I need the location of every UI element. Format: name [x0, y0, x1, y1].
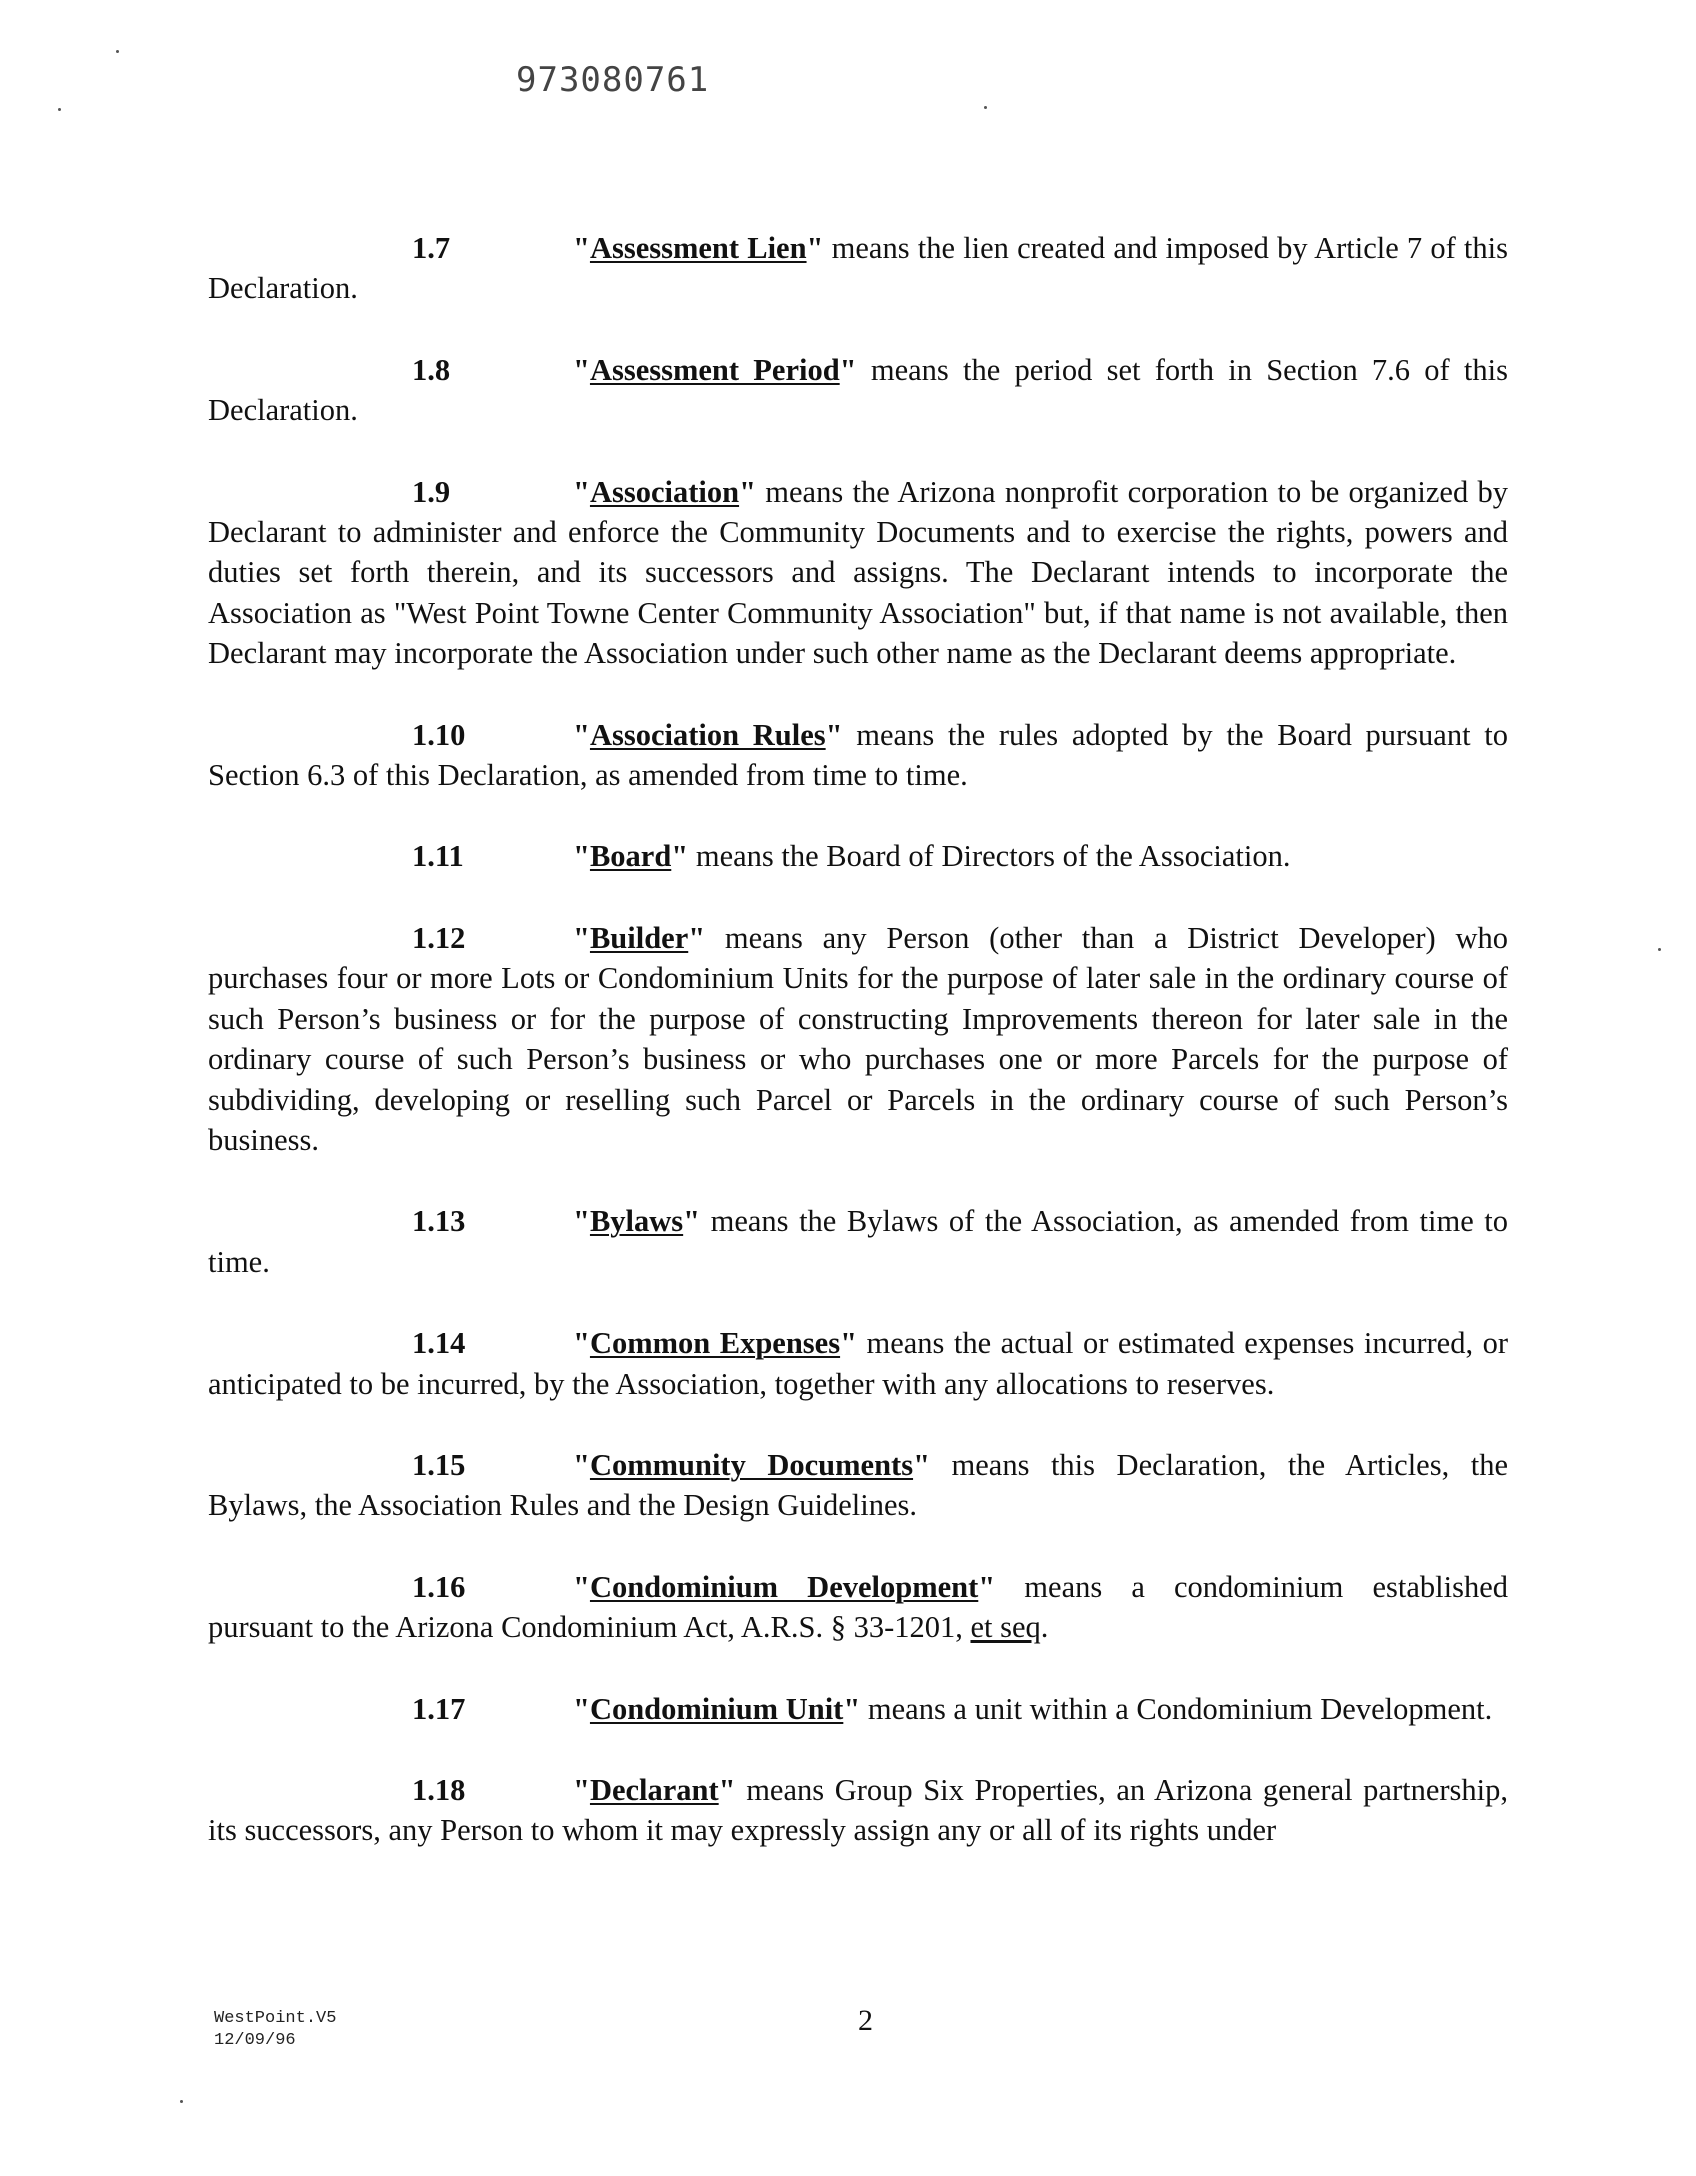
defined-term: "Assessment Lien" — [573, 231, 824, 265]
defined-term: "Association Rules" — [573, 717, 843, 752]
definition-text-end: . — [1040, 1610, 1049, 1645]
defined-term: "Board" — [573, 839, 689, 874]
definition-1-14 — [208, 1323, 1508, 1404]
definition-text: means this Declaration, the Articles, the Bylaws, the Association Rules and the Design Guidelines. — [208, 1447, 1508, 1523]
definitions-list — [208, 228, 1508, 1892]
section-number: 1.10 — [412, 717, 466, 752]
latin-citation: et seq — [970, 1610, 1041, 1645]
section-number: 1.15 — [412, 1447, 466, 1482]
definition-1-11 — [208, 836, 1508, 876]
document-stamp-number: 973080761 — [516, 60, 710, 100]
scan-speck — [1658, 948, 1661, 951]
definition-text: means the actual or estimated expenses incurred, or anticipated to be incurred, by the Association, together with any allocations to reserves. — [208, 1326, 1508, 1401]
definition-1-15 — [208, 1445, 1508, 1526]
section-number: 1.9 — [412, 474, 451, 509]
defined-term: "Condominium Unit" — [573, 1691, 861, 1726]
definition-1-18 — [208, 1770, 1508, 1851]
definition-1-10 — [208, 715, 1508, 796]
definition-1-7 — [208, 228, 1508, 309]
definition-text: means the lien created and imposed by Article 7 of this Declaration. — [208, 231, 1509, 306]
section-number: 1.11 — [412, 839, 464, 874]
defined-term: "Builder" — [573, 920, 706, 955]
definition-text: means any Person (other than a District Developer) who purchases four or more Lots or Condominium Units for the purpose of later sale in the ordinary course of such Person’s business or for the purpose of constructing Improvements thereon for later sale in the ordinary course of such Person’s business or who purchases one or more Parcels for the purpose of subdividing, developing or reselling such Parcel or Parcels in the ordinary course of such Person’s business. — [208, 920, 1508, 1157]
section-number: 1.16 — [412, 1569, 466, 1604]
section-number: 1.8 — [412, 352, 451, 387]
section-number: 1.12 — [412, 920, 466, 955]
scan-speck — [116, 50, 119, 53]
defined-term: "Assessment Period" — [573, 352, 857, 387]
definition-text: means the rules adopted by the Board pursuant to Section 6.3 of this Declaration, as amended from time to time. — [208, 717, 1508, 793]
defined-term: "Common Expenses" — [573, 1326, 858, 1361]
footer-file-info — [214, 2008, 336, 2052]
defined-term: "Declarant" — [573, 1772, 736, 1807]
section-number: 1.17 — [412, 1691, 466, 1726]
definition-1-16 — [208, 1567, 1508, 1648]
definition-text: means a condominium established pursuant to the Arizona Condominium Act, A.R.S. § 33-1201, — [208, 1569, 1508, 1645]
scan-speck — [58, 108, 61, 111]
defined-term: "Condominium Development" — [573, 1569, 996, 1604]
definition-1-8 — [208, 350, 1508, 431]
page-number: 2 — [858, 2004, 873, 2037]
section-number: 1.18 — [412, 1772, 466, 1807]
section-number: 1.13 — [412, 1204, 466, 1239]
footer-date: 12/09/96 — [214, 2031, 296, 2050]
definition-text: means the Arizona nonprofit corporation to be organized by Declarant to administer and enforce the Community Documents and to exercise the rights, powers and duties set forth therein, and its successors and assigns. The Declarant intends to incorporate the Association as "West Point Towne Center Community Association" but, if that name is not available, then Declarant may incorporate the Association under such other name as the Declarant deems appropriate. — [208, 474, 1508, 671]
scan-speck — [180, 2100, 183, 2103]
definition-1-12 — [208, 918, 1508, 1160]
scan-speck — [984, 106, 987, 109]
definition-text: means the Board of Directors of the Association. — [688, 839, 1291, 874]
definition-text: means the period set forth in Section 7.6 of this Declaration. — [208, 352, 1508, 428]
section-number: 1.14 — [412, 1326, 466, 1361]
definition-text: means a unit within a Condominium Development. — [860, 1691, 1493, 1726]
definition-1-13 — [208, 1201, 1508, 1282]
definition-text: means Group Six Properties, an Arizona general partnership, its successors, any Person to whom it may expressly assign any or all of its rights under — [208, 1772, 1508, 1848]
defined-term: "Association" — [573, 474, 756, 509]
definition-text: means the Bylaws of the Association, as amended from time to time. — [208, 1204, 1508, 1279]
definition-1-17 — [208, 1689, 1508, 1729]
definition-1-9 — [208, 472, 1508, 674]
section-number: 1.7 — [412, 231, 451, 265]
defined-term: "Community Documents" — [573, 1447, 930, 1482]
footer-file-name: WestPoint.V5 — [214, 2009, 337, 2028]
defined-term: "Bylaws" — [573, 1204, 701, 1239]
